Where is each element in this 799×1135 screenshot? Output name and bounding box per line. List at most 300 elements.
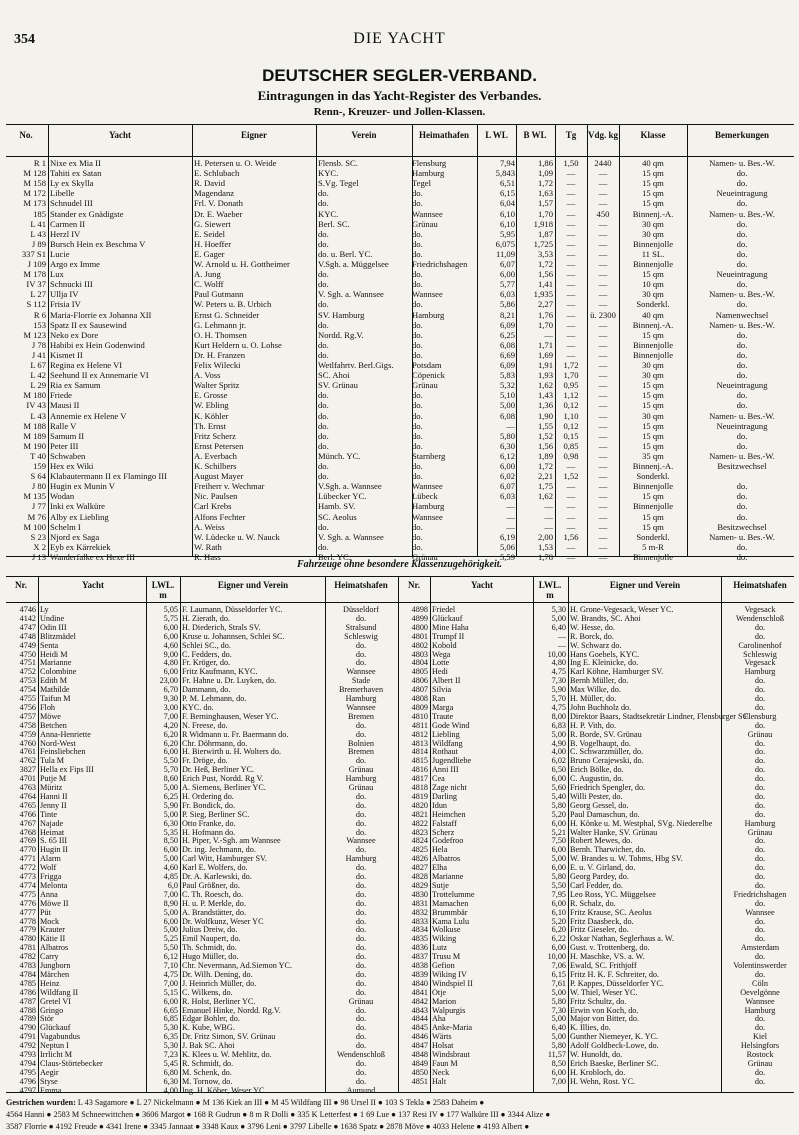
left_rows-cell: do. — [355, 720, 367, 730]
table1-cell: — — [506, 511, 515, 522]
left_rows-cell: J. Heinrich Müller, do. — [182, 978, 257, 988]
right_rows-cell: Bernh Müller, do. — [570, 676, 629, 686]
left_rows-cell: Emil Naupert, do. — [182, 934, 241, 944]
left_rows-cell: Emanuel Hinke, Nordd. Rg.V. — [182, 1005, 281, 1015]
table1-cell: — — [566, 339, 576, 350]
right_rows-cell: 4831 — [411, 898, 428, 908]
right_rows-cell: 5,50 — [551, 880, 566, 890]
table1-cell: do. — [318, 198, 329, 209]
right_rows-cell: 6,40 — [551, 622, 566, 632]
table1-cell: — — [544, 521, 553, 532]
right_rows-cell: 4814 — [411, 747, 428, 757]
right_rows-cell: 4812 — [411, 729, 428, 739]
left_rows-cell: P. Sieg, Berliner SC. — [182, 809, 250, 819]
right_rows-cell: Major von Bitter, do. — [570, 1014, 640, 1024]
table1-cell: Namen- u. Bes.-W. — [709, 450, 775, 461]
right_rows-cell: R. Schalz, do. — [570, 898, 616, 908]
left_rows-cell: Marianne — [40, 658, 72, 668]
left_rows-cell: do. — [355, 916, 367, 926]
table1-cell: Namen- u. Bes.-W. — [709, 158, 775, 168]
table1-cell: do. — [318, 339, 329, 350]
left_rows-cell: Carl Witt, Hamburger SV. — [182, 854, 267, 864]
right_rows-cell: 7,95 — [551, 889, 566, 899]
table1-cell: 15 qm — [642, 521, 664, 532]
table1-cell: Alfons Fechter — [194, 511, 246, 522]
table1-cell: 15 qm — [642, 491, 664, 502]
table1-cell: Hugin ex Munin V — [50, 481, 116, 492]
table1-cell: Friedrichshagen — [412, 259, 468, 269]
right_rows-cell: Albatros — [432, 854, 461, 864]
left_rows-cell: 4767 — [19, 818, 36, 828]
right_rows-cell: do. — [754, 1023, 766, 1033]
table1-rule-top — [6, 124, 794, 125]
left_rows-cell: 4779 — [19, 925, 36, 935]
table1-cell: 6,07 — [499, 259, 515, 269]
table1-cell: M 100 — [23, 521, 46, 532]
left_rows-cell: 6,20 — [163, 738, 178, 748]
right_rows-cell: Hamburg — [744, 667, 776, 677]
table1-cell: 5,95 — [499, 228, 515, 239]
right_rows-cell: — — [557, 631, 566, 641]
table1-cell: Inki ex Walküre — [50, 501, 105, 512]
left_rows-cell: Styse — [40, 1076, 58, 1086]
right_rows-cell: Fritz Gieseler, do. — [570, 925, 629, 935]
left_rows-cell: Stade — [351, 676, 371, 686]
left_rows-cell: do. — [355, 1058, 367, 1068]
table1-cell: M 123 — [23, 329, 46, 340]
table1-cell: Ria ex Samum — [50, 380, 101, 391]
right_rows-cell: Otje — [432, 987, 447, 997]
table1-cell: Wodan — [50, 491, 75, 502]
right_rows-cell: 4828 — [411, 872, 428, 881]
right_rows-cell: 4,75 — [551, 702, 566, 712]
table1-cell: — — [598, 188, 608, 199]
right_rows-cell: 4817 — [411, 774, 428, 784]
right_rows-cell: Elha — [432, 863, 448, 873]
table1-cell: do. — [318, 299, 329, 310]
table1-cell: Regina ex Helene VI — [50, 360, 123, 370]
table1-cell: Seehund II ex Annemarie VI — [50, 370, 149, 381]
right_rows-cell: Glückauf — [432, 613, 463, 623]
left_rows-cell: Feinsliebchen — [40, 747, 86, 757]
table2-header: Heimatshafen — [334, 580, 388, 590]
table1-cell: — — [598, 289, 608, 300]
left_rows-cell: 6,12 — [163, 952, 178, 962]
right_rows-cell: 7,30 — [551, 1005, 566, 1015]
right_rows-cell: Amsterdam — [740, 943, 780, 953]
right_rows-cell: do. — [754, 969, 766, 979]
left_rows-cell: R. Schmidt, do. — [182, 1058, 234, 1068]
left_rows-cell: Müritz — [40, 783, 63, 792]
table1-cell: do. — [412, 471, 423, 482]
table2-header: Eigner und Verein — [217, 580, 289, 590]
left_rows-cell: Gringo — [40, 1005, 64, 1015]
right_rows-cell: Fritz Daasbeck, do. — [570, 916, 634, 926]
left_rows-cell: P. M. Lehmann, do. — [182, 694, 247, 703]
table1-cell: — — [598, 521, 608, 532]
table1-cell: do. — [318, 238, 329, 249]
left_rows-cell: Hella ex Fips III — [40, 765, 94, 775]
table1-cell: — — [566, 208, 576, 219]
left_rows-cell: Edith M — [40, 676, 68, 686]
right_rows-cell: 5,40 — [551, 791, 566, 801]
table1-cell: 40 qm — [642, 309, 664, 320]
table1-cell: 1,89 — [537, 450, 553, 461]
table1-cell: K. Schilbers — [194, 461, 237, 471]
table1-cell: 1,76 — [537, 309, 553, 320]
table1-cell: do. — [412, 228, 423, 239]
left_rows-cell: do. — [355, 1023, 367, 1033]
table1-cell: do. — [412, 349, 423, 360]
right_rows-cell: Max Wilke, do. — [570, 685, 621, 695]
table2-header: LWL. m — [151, 580, 175, 600]
right_rows-cell: Grünau — [747, 729, 773, 739]
table1-cell: 7,94 — [499, 158, 515, 168]
table1-cell: — — [566, 551, 576, 562]
right_rows-cell: Wärts — [432, 1032, 452, 1042]
left_rows-cell: Grünau — [348, 783, 374, 792]
table1-cell: do. — [736, 541, 748, 552]
table2-col-rule — [146, 576, 147, 1092]
table1-cell: H. Petersen u. O. Weide — [194, 158, 277, 168]
right_rows-cell: 4898 — [411, 605, 428, 614]
table1-cell: Neueintragung — [716, 380, 768, 391]
right_rows-cell: Hamburg — [744, 1005, 776, 1015]
left_rows-cell: 6,20 — [163, 729, 178, 739]
table1-cell: W. Ebling — [194, 400, 229, 411]
table1-cell: 5,80 — [499, 430, 515, 441]
right_rows-cell: 5,21 — [551, 827, 566, 837]
right_rows-cell: do. — [754, 738, 766, 748]
left_rows-cell: 4785 — [19, 978, 36, 988]
right_rows-cell: do. — [754, 845, 766, 855]
table1-cell: L 43 — [30, 410, 46, 421]
right_rows-cell: Georg Gessel, do. — [570, 800, 629, 810]
table1-cell: 15 qm — [642, 188, 664, 199]
table1-cell: do. — [736, 491, 748, 502]
table1-cell: Namen- u. Bes.-W. — [709, 208, 775, 219]
left_rows-cell: Kruse u. Johannsen, Schlei SC. — [182, 631, 285, 641]
left_rows-cell: Wildfang II — [40, 987, 79, 997]
right_rows-cell: H. Könke u. M. Westphal, SVg. Niederelbe — [570, 818, 713, 828]
table1-cell: 30 qm — [642, 360, 664, 370]
right_rows-cell: 4815 — [411, 756, 428, 766]
table1-cell: T 40 — [30, 450, 46, 461]
right_rows-cell: Gode Wind — [432, 720, 470, 730]
table1-cell: 1,62 — [537, 380, 553, 391]
right_rows-cell: Wannsee — [745, 996, 775, 1006]
right_rows-cell: Wendenschloß — [736, 613, 784, 623]
table1-cell: — — [566, 319, 576, 330]
table1-cell: 1,55 — [537, 420, 553, 431]
table1-cell: W. Rath — [194, 541, 222, 552]
table1-cell: — — [598, 339, 608, 350]
table1-cell: — — [598, 380, 608, 391]
table1-cell: Grünau — [412, 380, 438, 391]
table1-cell: — — [598, 551, 608, 562]
right_rows-cell: Anke-Maria — [432, 1023, 473, 1033]
table1-header: Heimathafen — [419, 130, 469, 140]
right_rows-cell: do. — [754, 747, 766, 757]
left_rows-cell: Anna-Henriette — [40, 729, 91, 739]
table1-header: Verein — [351, 130, 377, 140]
table1-cell: 10 qm — [642, 279, 664, 290]
table1-cell: do. — [412, 329, 423, 340]
table1-cell: 5,86 — [499, 299, 515, 310]
right_rows-cell: Halt — [432, 1076, 447, 1086]
table1-cell: J 77 — [31, 501, 46, 512]
table1-cell: 1,78 — [537, 551, 553, 562]
table1-cell: Frl. V. Donath — [194, 198, 243, 209]
right_rows-cell: Karl Köhne, Hamburger SV. — [570, 667, 664, 677]
table1-cell: — — [598, 430, 608, 441]
table2-header: Eigner und Verein — [609, 580, 681, 590]
right_rows-cell: Gefion — [432, 961, 455, 970]
left_rows-cell: 5,05 — [163, 605, 178, 614]
table1-cell: — — [598, 511, 608, 522]
table1-cell: 185 — [33, 208, 46, 219]
table1-cell: 11 SL. — [641, 248, 665, 259]
table1-cell: Wanderfalke ex Hexe III — [50, 551, 135, 562]
right_rows-cell: 7,06 — [551, 961, 566, 970]
table1-cell: do. — [412, 188, 423, 199]
table1-cell: Neko ex Dore — [50, 329, 99, 340]
table1-cell: — — [566, 461, 576, 471]
table1-cell: Herzl IV — [50, 228, 81, 239]
table1-cell: Klabautermann II ex Flamingo III — [50, 471, 167, 482]
right_rows-cell: do. — [754, 685, 766, 695]
table1-cell: do. — [318, 461, 329, 471]
right_rows-cell: Hedi — [432, 667, 448, 677]
table1-cell: — — [566, 228, 576, 239]
left_rows-cell: Floh — [40, 702, 56, 712]
right_rows-cell: do. — [754, 720, 766, 730]
table1-cell: Münch. YC. — [318, 450, 361, 461]
table1-cell: 15 qm — [642, 168, 664, 179]
left_rows-cell: Grünau — [348, 996, 374, 1006]
table1-cell: 5,00 — [499, 400, 515, 411]
right_rows-cell: 7,30 — [551, 676, 566, 686]
table1-cell: Neueintragung — [716, 420, 768, 431]
table1-cell: — — [566, 541, 576, 552]
table1-cell: — — [566, 198, 576, 209]
table1-cell: 30 qm — [642, 218, 664, 229]
right_rows-cell: W. Hesse, do. — [570, 622, 615, 632]
table1-cell: do. — [412, 299, 423, 310]
right_rows-cell: do. — [754, 863, 766, 873]
table1-cell: E. Schlubach — [194, 168, 240, 179]
table1-cell: 6,08 — [499, 339, 515, 350]
right_rows-cell: Hela — [432, 845, 448, 855]
table1-cell: do. — [736, 238, 748, 249]
right_rows-cell: C. Augustin, do. — [570, 774, 624, 784]
table1-cell: J 89 — [31, 238, 46, 249]
table1-cell: J 109 — [27, 259, 46, 269]
left_rows-cell: Gretel VI — [40, 996, 71, 1006]
table1-cell: Hamburg — [412, 501, 445, 512]
right_rows-cell: 4809 — [411, 702, 428, 712]
left_rows-cell: 8,50 — [163, 836, 178, 846]
left_rows-cell: H. Ordering do. — [182, 791, 234, 801]
right_rows-cell: 4840 — [411, 978, 428, 988]
table1-cell: do. — [736, 248, 748, 259]
table1-cell: 6,51 — [499, 178, 515, 189]
right_rows-cell: 6,00 — [551, 774, 566, 784]
table1-cell: Binnenjolle — [632, 481, 674, 492]
right_rows-cell: Hamburg — [744, 818, 776, 828]
table1-cell: 15 qm — [642, 390, 664, 401]
table1-cell: Binnenjolle — [632, 501, 674, 512]
left_rows-cell: Dr. Wilh. Dening, do. — [182, 969, 253, 979]
right_rows-cell: Ing E. Kleinicke, do. — [570, 658, 639, 668]
left_rows-cell: Alarm — [40, 854, 61, 864]
left_rows-cell: Karl E. Wolfers, do. — [182, 863, 248, 873]
right_rows-cell: 6,02 — [551, 756, 566, 766]
left_rows-cell: 6,0 — [167, 880, 178, 890]
right_rows-cell: Scherz — [432, 827, 455, 837]
table1-cell: Wannsee — [412, 208, 443, 219]
table1-cell: — — [598, 541, 608, 552]
left_rows-cell: Fr. Hahne u. Dr. Luyken, do. — [182, 676, 277, 686]
table1-header: No. — [19, 130, 33, 140]
right_rows-cell: do. — [754, 622, 766, 632]
right_rows-cell: Grünau — [747, 1058, 773, 1068]
left_rows-cell: Wannsee — [346, 667, 376, 677]
left_rows-cell: 4790 — [19, 1023, 36, 1033]
left_rows-cell: Putje M — [40, 774, 67, 784]
table1-cell: Binnenjolle — [632, 259, 674, 269]
right_rows-cell: do. — [754, 791, 766, 801]
left_rows-cell: Chr. Döhrmann, do. — [182, 738, 248, 748]
left_rows-cell: Jungborn — [40, 961, 71, 970]
right_rows-cell: Ewald, SC. Frithjoff — [570, 961, 637, 970]
left_rows-cell: 6,25 — [163, 791, 178, 801]
right_rows-cell: 4849 — [411, 1058, 428, 1068]
table1-cell: Libelle — [50, 188, 75, 199]
left_rows-cell: 5,00 — [163, 783, 178, 792]
left_rows-cell: do. — [355, 934, 367, 944]
right_rows-cell: Silvia — [432, 685, 452, 695]
left_rows-cell: Dr. ing. Jechmann, do. — [182, 845, 256, 855]
left_rows-cell: 7,00 — [163, 889, 178, 899]
table1-cell: — — [598, 450, 608, 461]
left_rows-cell: Chr. Nevermann, Ad.Siemon YC. — [182, 961, 292, 970]
table1-cell: do. — [318, 279, 329, 290]
table1-cell: 5 m-R — [642, 541, 664, 552]
table1-cell: 1,87 — [537, 228, 553, 239]
table1-cell: do. — [318, 430, 329, 441]
table2-header: Yacht — [471, 580, 493, 590]
left_rows-cell: do. — [355, 978, 367, 988]
table1-cell: 0,98 — [563, 450, 579, 461]
left_rows-cell: 3,00 — [163, 702, 178, 712]
right_rows-cell: E. u. V. Girland, do. — [570, 863, 636, 873]
left_rows-cell: do. — [355, 640, 367, 650]
table1-cell: do. — [736, 481, 748, 492]
right_rows-cell: 6,20 — [551, 925, 566, 935]
table1-cell: L 42 — [30, 370, 46, 381]
left_rows-cell: 4,60 — [163, 640, 178, 650]
table1-cell: R. Hass — [194, 551, 221, 562]
left_rows-cell: 4766 — [19, 809, 36, 819]
left_rows-cell: Melonta — [40, 880, 68, 890]
table1-cell: 1,86 — [537, 158, 553, 168]
table1-cell: Dr. H. Franzen — [194, 349, 246, 360]
table1-cell: M 189 — [23, 430, 46, 441]
left_rows-cell: 4777 — [19, 907, 36, 917]
left_rows-cell: Dr. Heß, Berliner YC. — [182, 765, 255, 775]
left_rows-cell: Betchen — [40, 720, 67, 730]
right_rows-cell: do. — [754, 872, 766, 881]
right_rows-cell: 4820 — [411, 800, 428, 810]
left_rows-cell: 6,00 — [163, 845, 178, 855]
right_rows-cell: 4810 — [411, 711, 428, 721]
left_rows-cell: do. — [355, 1067, 367, 1077]
table1-cell: 30 qm — [642, 228, 664, 239]
left_rows-cell: 4769 — [19, 836, 36, 846]
table1-cell: — — [566, 511, 576, 522]
table1-cell: — — [566, 178, 576, 189]
table1-cell: 1,72 — [537, 259, 553, 269]
table1-cell: Bursch Hein ex Beschma V — [50, 238, 146, 249]
right_rows-cell: Cöln — [752, 978, 768, 988]
right_rows-cell: Darling — [432, 791, 458, 801]
left_rows-cell: 4794 — [19, 1058, 36, 1068]
table1-cell: do. — [412, 390, 423, 401]
left_rows-cell: Stör — [40, 1014, 54, 1024]
left_rows-cell: H. Hofmann do. — [182, 827, 236, 837]
table1-cell: — — [598, 329, 608, 340]
table1-cell: Peter III — [50, 440, 79, 451]
right_rows-cell: 6,15 — [551, 969, 566, 979]
right_rows-cell: W. Thiel, Weser YC. — [570, 987, 638, 997]
left_rows-cell: 4784 — [19, 969, 36, 979]
table1-cell: do. — [412, 461, 423, 471]
table1-cell: — — [544, 511, 553, 522]
table1-cell: — — [566, 259, 576, 269]
left_rows-cell: 4778 — [19, 916, 36, 926]
right_rows-cell: Marga — [432, 702, 454, 712]
right_rows-cell: 4818 — [411, 783, 428, 792]
left_rows-cell: 8,60 — [163, 774, 178, 784]
right_rows-cell: Falstaff — [432, 818, 457, 828]
table1-cell: V. Sgh. a. Wannsee — [318, 289, 384, 300]
table1-cell: Grünau — [412, 218, 438, 229]
right_rows-cell: 4847 — [411, 1041, 428, 1051]
table1-cell: 6,09 — [499, 319, 515, 330]
table1-cell: Magendanz — [194, 188, 235, 199]
left_rows-cell: Anna — [40, 889, 58, 899]
right_rows-cell: 6,00 — [551, 943, 566, 953]
table1-cell: Lucie — [50, 248, 70, 259]
right_rows-cell: do. — [754, 916, 766, 926]
right_rows-cell: Albert II — [432, 676, 461, 686]
right_rows-cell: Carl Fedder, do. — [570, 880, 623, 890]
left_rows-cell: do. — [355, 1032, 367, 1042]
table1-cell: — — [598, 471, 608, 482]
table1-cell: SV. Grünau — [318, 380, 358, 391]
table1-cell: H. Hoeffer — [194, 238, 232, 249]
table1-cell: Binnenjolle — [632, 349, 674, 360]
table1-cell: Cöpenick — [412, 370, 445, 381]
left_rows-cell: 4797 — [19, 1085, 36, 1095]
right_rows-cell: H. Krobloch, do. — [570, 1067, 626, 1077]
table1-cell: Binnenjolle — [632, 238, 674, 249]
left_rows-cell: 5,00 — [163, 907, 178, 917]
table1-cell: do. — [736, 299, 748, 310]
right_rows-cell: 4811 — [411, 720, 428, 730]
table1-cell: Tahiti ex Satan — [50, 168, 102, 179]
